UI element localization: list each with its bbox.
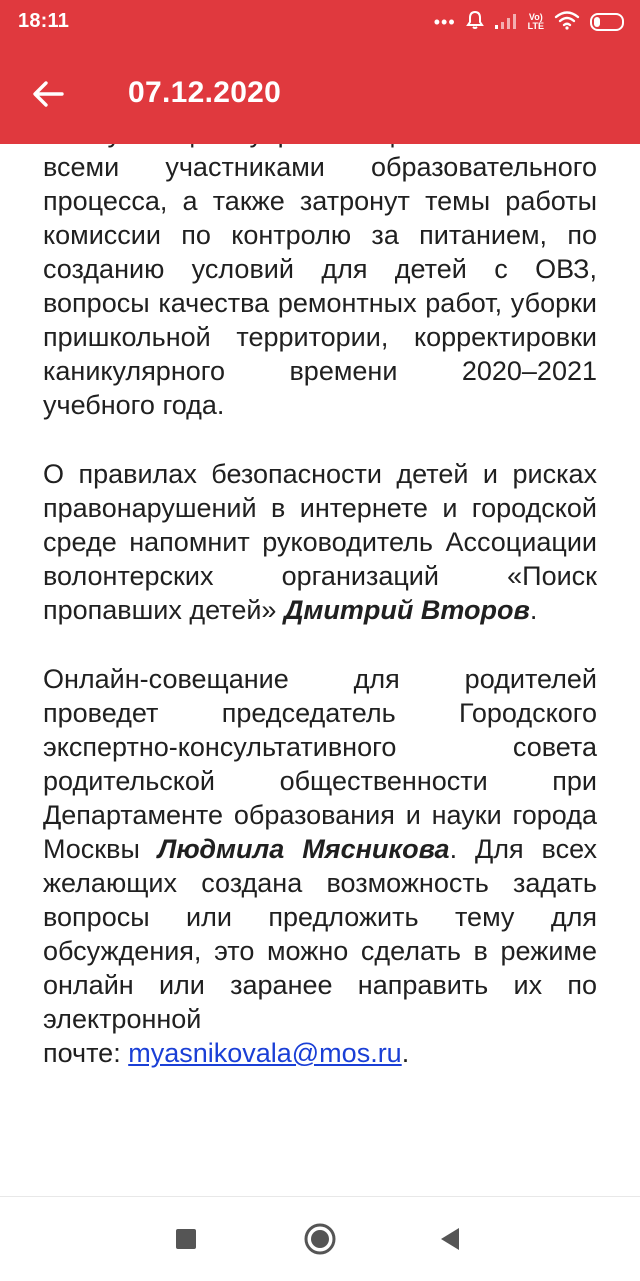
person-name-myasnikova: Людмила Мясникова <box>157 834 450 864</box>
article-paragraph-1: всеми участниками образовательного процесса, а также затронут темы работы комиссии по контролю за питанием, по созданию условий для детей с ОВЗ, вопросы качества ремонтных работ, уборки пришкольной территории, корректировки каникулярного времени 2020–2021 учебного года. <box>43 152 597 420</box>
arrow-left-icon <box>32 80 64 108</box>
circle-icon <box>303 1222 337 1256</box>
article-body <box>43 136 597 1196</box>
paragraph-3-middle: . Для всех желающих создана возможность задать вопросы или предложить тему для обсуждения, это можно сделать в режиме онлайн или заранее направить их по электронной <box>43 834 597 1034</box>
recents-button[interactable] <box>164 1217 208 1261</box>
system-nav-bar <box>0 1196 640 1281</box>
volte-lte-icon <box>528 13 544 31</box>
nav-back-button[interactable] <box>428 1217 472 1261</box>
signal-strength-icon <box>494 11 518 34</box>
email-link[interactable]: myasnikovala@mos.ru <box>128 1038 402 1068</box>
article-paragraph-3 <box>43 662 597 1070</box>
page-title: 07.12.2020 <box>128 76 282 109</box>
app-bar <box>0 44 640 144</box>
paragraph-3-end: . <box>401 1038 410 1068</box>
paragraph-2-end: . <box>529 595 538 625</box>
notification-dots-icon: ••• <box>433 12 456 32</box>
alarm-bell-icon <box>466 10 484 35</box>
home-button[interactable] <box>298 1217 342 1261</box>
article-paragraph-2 <box>43 457 597 627</box>
wifi-icon <box>554 10 580 35</box>
paragraph-2-text: О правилах безопасности детей и рисках правонарушений в интернете и городской среде напомнит руководитель Ассоциации волонтерских организаций «Поиск пропавших детей» <box>43 459 597 625</box>
mail-label: почте: <box>43 1038 129 1068</box>
battery-level: 22 <box>600 15 614 29</box>
person-name-vtorov: Дмитрий Второв <box>283 595 530 625</box>
battery-indicator <box>590 13 624 31</box>
battery-icon <box>590 13 624 31</box>
volte-label: Vo) <box>528 12 543 22</box>
paragraph-3-text: Онлайн-совещание для родителей проведет председатель Городского экспертно-консультативного совета родительской общественности при Департаменте образования и науки города Москвы <box>43 664 597 864</box>
battery-fill <box>594 17 600 27</box>
lte-label: LTE <box>527 21 544 31</box>
status-time: 18:11 <box>18 10 70 32</box>
triangle-back-icon <box>437 1225 463 1253</box>
square-icon <box>174 1227 198 1251</box>
back-button[interactable] <box>24 70 72 118</box>
status-icons <box>434 8 624 36</box>
status-bar <box>0 0 640 44</box>
